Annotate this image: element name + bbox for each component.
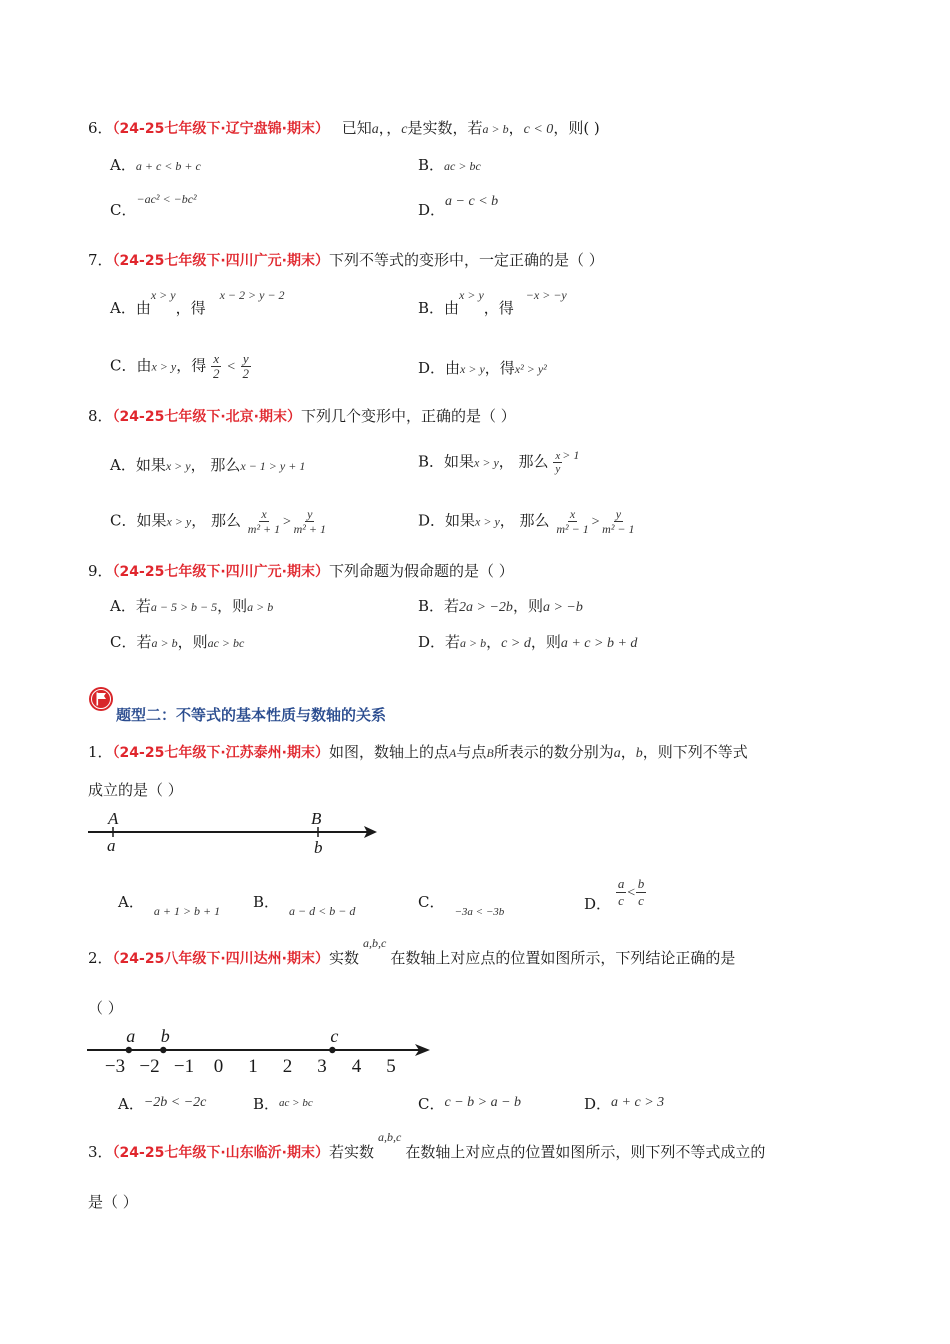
q7-option-c[interactable] xyxy=(110,352,251,381)
option-label: C．如果 xyxy=(110,511,167,530)
option-label: B． xyxy=(253,893,280,911)
option-expr: a − d < b − d xyxy=(289,904,356,918)
q8-option-b[interactable] xyxy=(418,447,580,475)
question-source: （24-25七年级下·四川广元·期末） xyxy=(112,253,329,269)
math-op: > xyxy=(282,514,292,530)
question-source: （24-25七年级下·北京·期末） xyxy=(112,409,301,425)
stem-text: ， xyxy=(620,743,636,761)
option-text: ，得 xyxy=(483,299,514,317)
option-label: D．如果 xyxy=(418,511,476,530)
option-expr: −x > −y xyxy=(525,288,567,302)
number-line-ab xyxy=(85,806,385,858)
option-label: D． xyxy=(584,894,612,913)
option-cond: a > b xyxy=(151,636,178,650)
stem-text: 在数轴上对应点的位置如图所示，下列结论正确的是 xyxy=(390,949,736,967)
option-text: ， 那么 xyxy=(498,452,549,471)
question-number: 3． xyxy=(88,1143,113,1161)
frac-den: m² + 1 xyxy=(247,522,281,536)
math-var: a,b,c xyxy=(377,1130,402,1144)
option-text: ，则 xyxy=(217,597,248,615)
fraction xyxy=(241,352,252,381)
stem-text: 下列不等式的变形中，一定正确的是（ ） xyxy=(328,251,604,269)
option-expr: ac > bc xyxy=(207,636,245,650)
option-text: ，则 xyxy=(512,597,543,615)
option-label: A．如果 xyxy=(110,456,166,474)
option-label: D．若 xyxy=(418,633,461,651)
q6-option-a[interactable] xyxy=(110,155,201,176)
question-number: 9． xyxy=(88,562,113,580)
tick-label: −1 xyxy=(173,1056,195,1077)
frac-den: m² − 1 xyxy=(602,522,635,536)
q6-option-b[interactable] xyxy=(418,155,481,176)
math-var: a,b,c xyxy=(362,936,387,950)
question-number: 1． xyxy=(88,743,113,761)
option-expr: > 1 xyxy=(562,447,580,462)
option-expr: ac > bc xyxy=(279,1097,313,1109)
question-source: （24-25七年级下·四川广元·期末） xyxy=(112,564,329,580)
frac-den: 2 xyxy=(242,366,250,381)
option-label: C． xyxy=(418,1095,445,1113)
option-expr: x² > y² xyxy=(514,362,547,376)
q7-option-a[interactable] xyxy=(110,288,285,319)
s2q1-option-a[interactable] xyxy=(118,892,221,918)
fraction xyxy=(292,507,328,536)
option-expr: a + c < b + c xyxy=(135,159,201,173)
s2q3-stem xyxy=(88,1130,766,1163)
option-text: ， xyxy=(486,633,502,651)
s2q1-option-c[interactable] xyxy=(418,892,505,918)
point-label-a: a xyxy=(126,1026,136,1046)
option-text: ， 那么 xyxy=(190,456,241,474)
frac-num: x xyxy=(213,351,220,366)
frac-den: m² + 1 xyxy=(293,522,326,536)
option-expr: −3a < −3b xyxy=(454,906,505,918)
q8-option-c[interactable] xyxy=(110,507,328,536)
fraction xyxy=(211,352,222,381)
option-label: A．由 xyxy=(110,299,151,317)
option-cond: x > y xyxy=(166,514,192,529)
tick-label: −3 xyxy=(104,1056,126,1077)
question-source: （24-25七年级下·山东临沂·期末） xyxy=(112,1145,329,1161)
option-label: A． xyxy=(118,893,144,911)
fraction xyxy=(616,876,627,909)
frac-num: x xyxy=(569,507,576,521)
option-cond: c > d xyxy=(501,636,531,651)
point-c xyxy=(329,1047,335,1053)
tick-label: −2 xyxy=(139,1056,160,1077)
option-expr: a > −b xyxy=(542,600,583,615)
option-cond: x > y xyxy=(150,288,176,302)
question-source: （24-25七年级下·辽宁盘锦·期末） xyxy=(112,121,329,137)
option-label: D． xyxy=(584,1095,612,1113)
option-cond: x > y xyxy=(474,455,499,470)
option-label: A． xyxy=(118,1095,144,1113)
stem-text: ，则( ) xyxy=(553,119,600,137)
option-expr: a + 1 > b + 1 xyxy=(153,904,221,918)
section-title: 题型二：不等式的基本性质与数轴的关系 xyxy=(116,706,387,724)
frac-den: c xyxy=(618,893,624,908)
value-label-a: a xyxy=(107,836,116,855)
stem-text: 下列命题为假命题的是（ ） xyxy=(328,562,514,580)
point-label-c: c xyxy=(330,1026,339,1046)
option-text: ，则 xyxy=(177,633,208,651)
question-number: 8． xyxy=(88,407,113,425)
q7-stem xyxy=(88,250,604,271)
option-label: B．若 xyxy=(418,597,460,615)
option-cond: x > y xyxy=(460,362,485,376)
fraction xyxy=(600,507,636,536)
stem-text: 下列几个变形中，正确的是（ ） xyxy=(300,407,516,425)
option-expr: ac > bc xyxy=(444,159,481,173)
option-cond: a > b xyxy=(460,636,487,650)
option-label: A．若 xyxy=(110,597,151,615)
math-var: b xyxy=(635,746,643,761)
option-expr: −ac² < −bc² xyxy=(136,192,197,206)
option-label: A． xyxy=(110,156,136,174)
option-expr: a + c > b + d xyxy=(560,636,638,651)
s2q2-option-d[interactable] xyxy=(584,1094,664,1116)
math-var: a xyxy=(613,746,621,761)
s2q2-option-b[interactable] xyxy=(253,1094,313,1116)
question-number: 6． xyxy=(88,119,113,137)
stem-text: 在数轴上对应点的位置如图所示，则下列不等式成立的 xyxy=(405,1143,766,1161)
q8-option-a[interactable] xyxy=(110,455,305,476)
frac-num: x xyxy=(555,450,561,462)
frac-den: y xyxy=(555,463,561,475)
q9-option-b[interactable] xyxy=(418,596,583,618)
s2q1-stem-line2: 成立的是（ ） xyxy=(88,781,183,799)
fraction xyxy=(554,507,590,536)
math-expr: a > b xyxy=(482,122,509,136)
s2q2-option-a[interactable] xyxy=(118,1094,206,1116)
point-label-b: b xyxy=(160,1026,170,1046)
q9-option-a[interactable] xyxy=(110,596,273,617)
option-text: ， 那么 xyxy=(499,511,550,530)
s2q2-option-c[interactable] xyxy=(418,1094,521,1116)
option-expr: a > b xyxy=(247,600,274,614)
stem-text: 若实数 xyxy=(328,1143,374,1161)
option-text: ，得 xyxy=(176,356,207,375)
q8-option-d[interactable] xyxy=(418,507,637,536)
q9-stem xyxy=(88,561,514,582)
stem-text: 是实数，若 xyxy=(407,119,483,137)
option-label: B． xyxy=(253,1095,280,1113)
option-text: ，得 xyxy=(484,359,515,377)
math-op: > xyxy=(590,514,601,530)
option-cond: a − 5 > b − 5 xyxy=(150,600,218,614)
option-text: ， 那么 xyxy=(191,511,242,530)
stem-text: 与点 xyxy=(456,743,487,761)
option-expr: c − b > a − b xyxy=(444,1095,522,1110)
frac-num: y xyxy=(242,351,249,366)
option-expr: a − c < b xyxy=(445,194,499,209)
option-label: B． xyxy=(418,156,445,174)
math-expr: c < 0 xyxy=(523,122,554,137)
math-op: < xyxy=(626,885,636,901)
q6-option-d[interactable] xyxy=(418,194,499,222)
stem-text: 已知 xyxy=(341,119,372,137)
tick-label: 2 xyxy=(282,1056,293,1077)
point-label-A: A xyxy=(108,809,119,828)
question-number: 7． xyxy=(88,251,113,269)
q7-option-b[interactable] xyxy=(418,288,567,319)
stem-text: ，， xyxy=(378,119,402,137)
math-var: B xyxy=(486,746,494,760)
stem-text: 所表示的数分别为 xyxy=(493,743,614,761)
s2q3-stem-line2: 是（ ） xyxy=(88,1193,138,1211)
point-a xyxy=(126,1047,132,1053)
number-line-abc xyxy=(85,1024,435,1078)
tick-label: 0 xyxy=(213,1056,224,1077)
math-op: < xyxy=(226,359,236,375)
tick-label: 5 xyxy=(386,1056,396,1077)
q6-stem xyxy=(88,118,600,140)
s2q1-stem xyxy=(88,742,748,764)
option-expr: a + c > 3 xyxy=(611,1095,665,1110)
s2q1-option-b[interactable] xyxy=(253,892,356,918)
fraction xyxy=(246,507,282,536)
option-label: C． xyxy=(418,893,445,911)
option-label: B．由 xyxy=(418,299,460,317)
s2q2-stem xyxy=(88,936,736,969)
q9-option-d[interactable] xyxy=(418,632,637,654)
frac-num: a xyxy=(617,876,625,891)
option-expr: −2b < −2c xyxy=(143,1095,207,1110)
q9-option-c[interactable] xyxy=(110,632,244,653)
question-number: 2． xyxy=(88,949,113,967)
math-var: c xyxy=(401,122,408,137)
option-expr: x − 2 > y − 2 xyxy=(219,288,285,302)
point-label-B: B xyxy=(311,809,322,828)
option-label: D． xyxy=(418,201,446,219)
math-var: a xyxy=(371,122,379,137)
s2q1-option-d[interactable] xyxy=(584,876,646,913)
math-var: A xyxy=(448,746,457,760)
s2q2-stem-line2: （ ） xyxy=(88,999,123,1017)
stem-text: 如图，数轴上的点 xyxy=(328,743,449,761)
stem-text: ，则下列不等式 xyxy=(642,743,748,761)
option-expr: x − 1 > y + 1 xyxy=(240,459,306,473)
fraction xyxy=(553,450,562,475)
frac-den: m² − 1 xyxy=(556,522,589,536)
option-cond: x > y xyxy=(475,514,500,529)
tick-label: 4 xyxy=(351,1056,362,1077)
axis-ticks xyxy=(105,1056,396,1077)
fraction xyxy=(636,876,647,909)
option-text: ，则 xyxy=(530,633,561,651)
question-source: （24-25八年级下·四川达州·期末） xyxy=(112,951,329,967)
flag-icon xyxy=(88,686,116,714)
frac-den: 2 xyxy=(213,366,220,381)
option-label: C．由 xyxy=(110,356,152,375)
value-label-b: b xyxy=(314,838,323,857)
option-label: D．由 xyxy=(418,359,461,377)
frac-num: b xyxy=(637,876,645,891)
tick-label: 3 xyxy=(317,1056,327,1077)
frac-num: y xyxy=(307,507,313,521)
option-cond: x > y xyxy=(459,288,484,302)
frac-num: x xyxy=(261,507,267,521)
q8-stem xyxy=(88,406,516,427)
frac-den: c xyxy=(638,893,644,908)
option-label: C．若 xyxy=(110,633,152,651)
q7-option-d[interactable] xyxy=(418,358,547,379)
frac-num: y xyxy=(615,507,622,521)
option-label: C． xyxy=(110,201,137,219)
option-cond: 2a > −2b xyxy=(459,600,513,615)
option-cond: x > y xyxy=(165,459,191,473)
option-label: B．如果 xyxy=(418,452,475,471)
stem-text: 实数 xyxy=(328,949,359,967)
option-text: ，得 xyxy=(175,299,206,317)
point-b xyxy=(160,1047,166,1053)
stem-text: ， xyxy=(508,119,524,137)
option-cond: x > y xyxy=(151,359,177,374)
question-source: （24-25七年级下·江苏泰州·期末） xyxy=(112,745,329,761)
q6-option-c[interactable] xyxy=(110,192,197,221)
tick-label: 1 xyxy=(248,1056,258,1077)
